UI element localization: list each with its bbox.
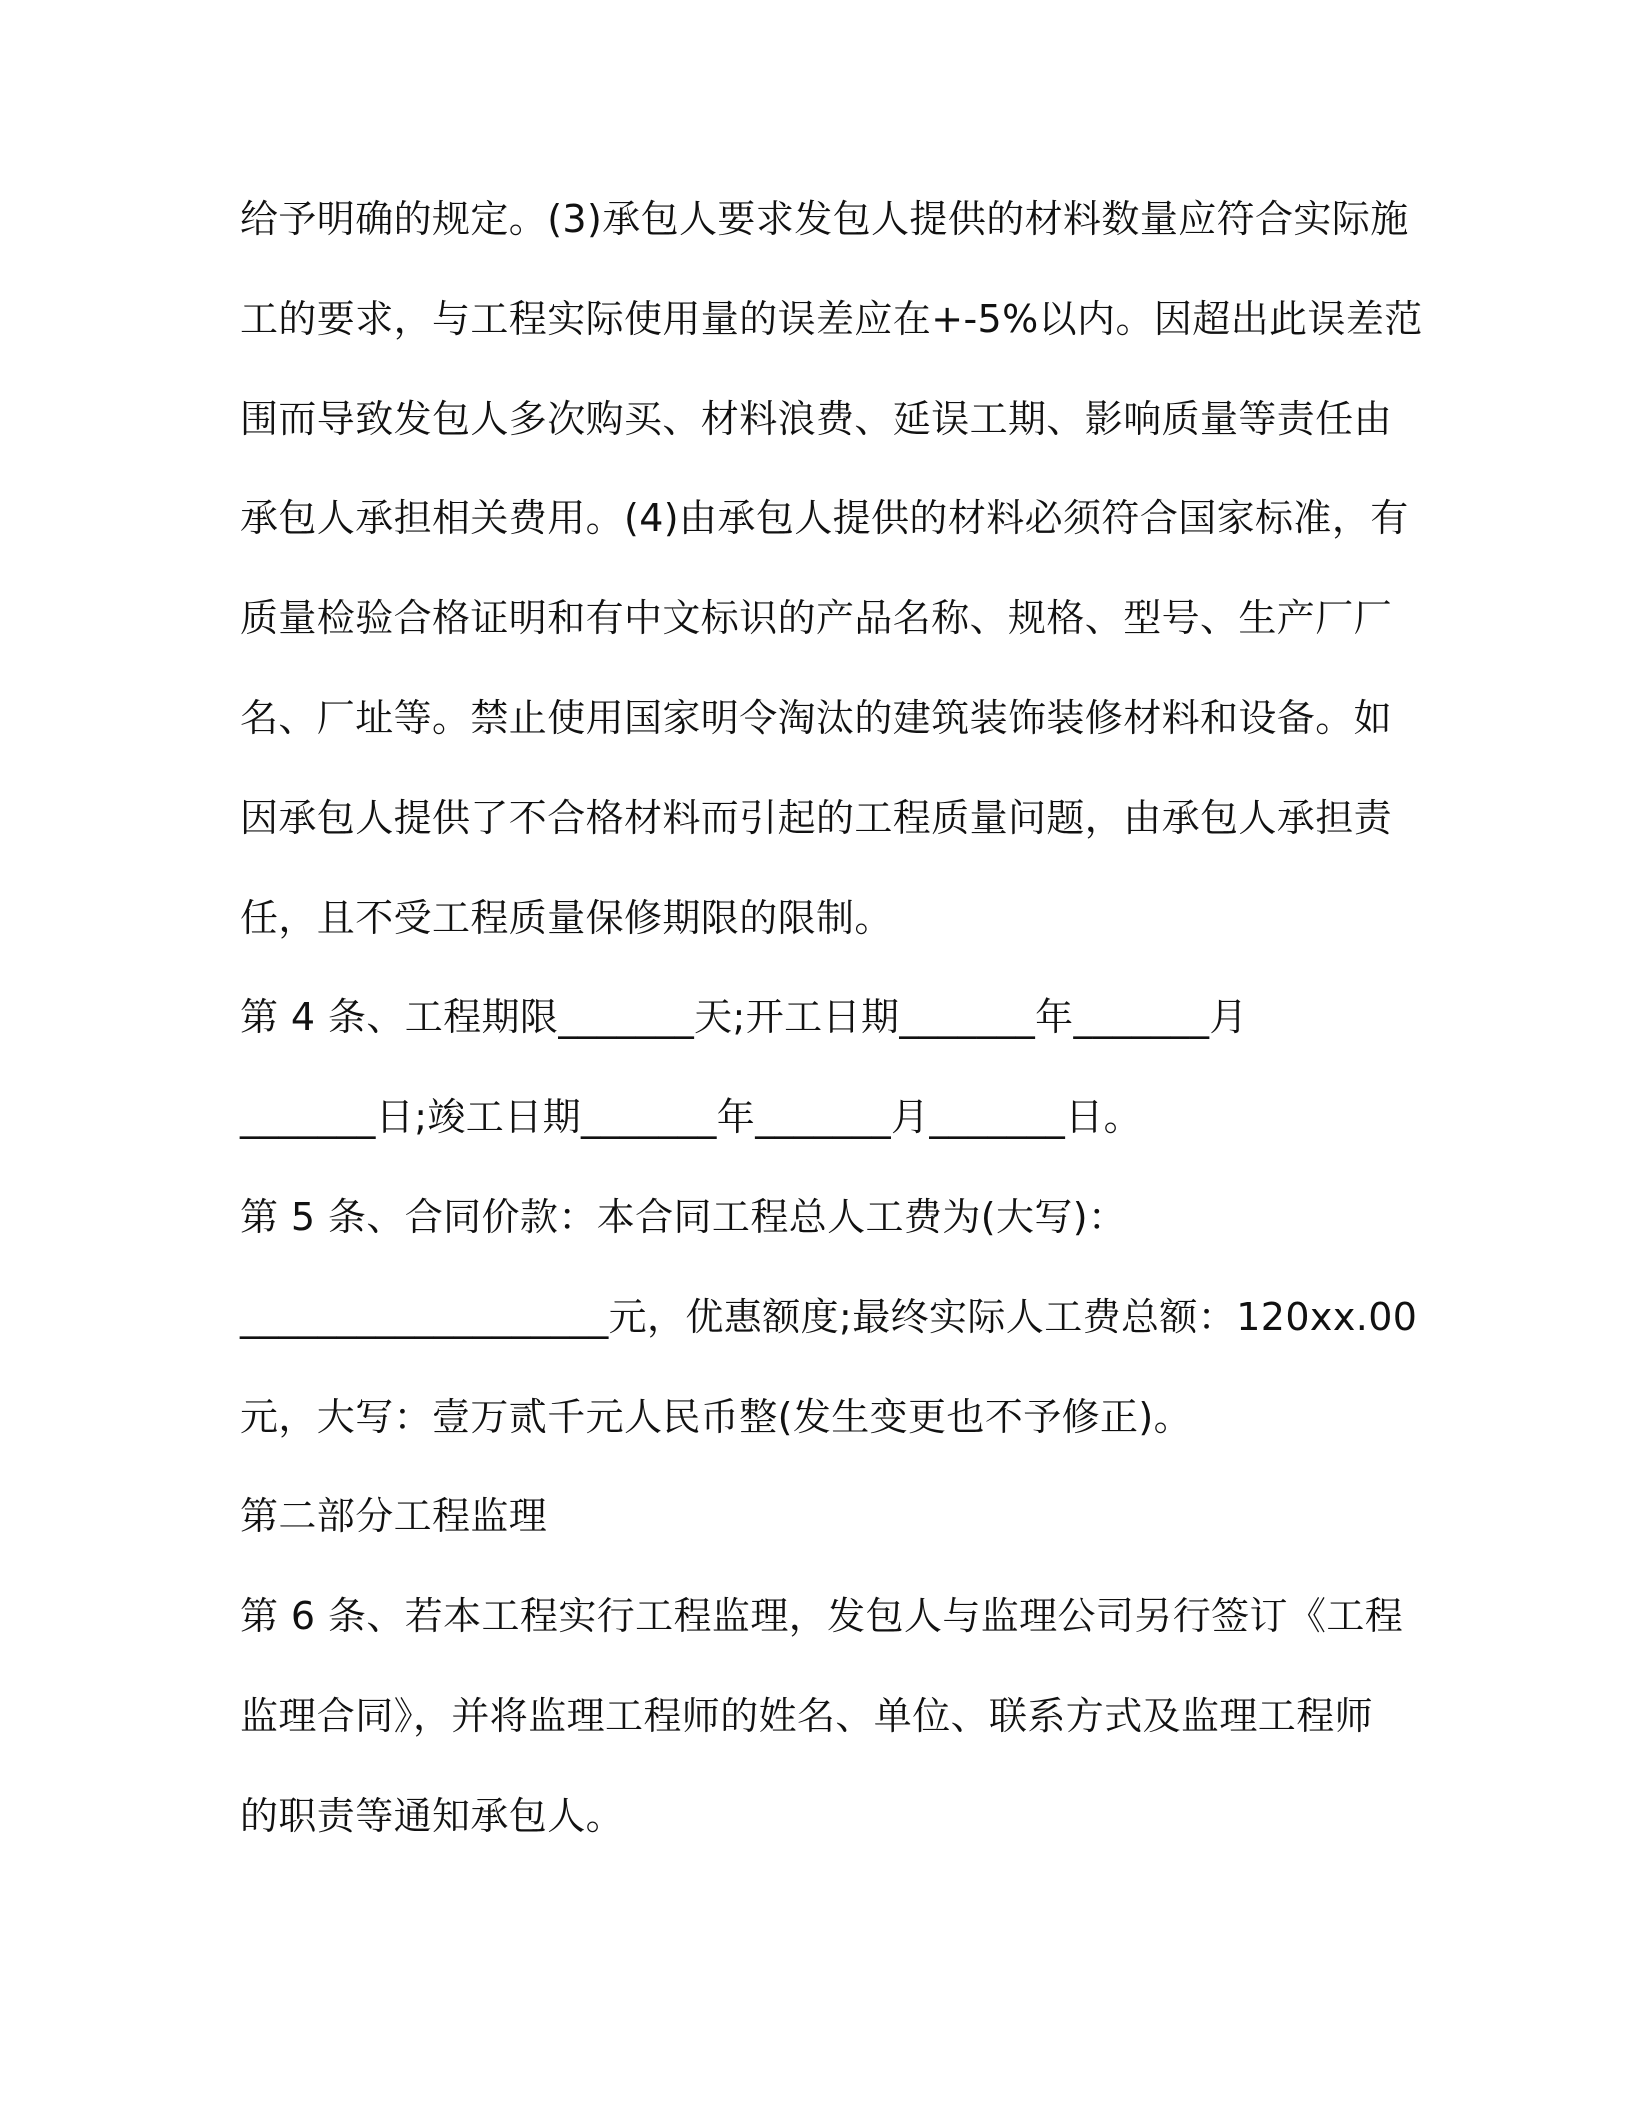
article-5-line-3: 元，大写：壹万贰千元人民币整(发生变更也不予修正)。 [240,1395,1193,1439]
article-6-line-1: 第 6 条、若本工程实行工程监理，发包人与监理公司另行签订《工程 [240,1594,1404,1638]
article-6-line-3: 的职责等通知承包人。 [240,1794,625,1838]
text-line-8: 任，且不受工程质量保修期限的限制。 [240,896,893,940]
text-line-5: 质量检验合格证明和有中文标识的产品名称、规格、型号、生产厂厂 [240,596,1393,640]
text-line-6: 名、厂址等。禁止使用国家明令淘汰的建筑装饰装修材料和设备。如 [240,696,1393,740]
article-5-line-1: 第 5 条、合同价款：本合同工程总人工费为(大写)： [240,1195,1127,1239]
article-4-line-2: _______日;竣工日期_______年_______月_______日。 [240,1095,1143,1139]
text-line-1: 给予明确的规定。(3)承包人要求发包人提供的材料数量应符合实际施 [240,197,1409,241]
section-heading: 第二部分工程监理 [240,1494,548,1538]
text-line-7: 因承包人提供了不合格材料而引起的工程质量问题，由承包人承担责 [240,796,1393,840]
text-line-2: 工的要求，与工程实际使用量的误差应在+-5%以内。因超出此误差范 [240,297,1423,341]
article-4-line-1: 第 4 条、工程期限_______天;开工日期_______年_______月 [240,995,1248,1039]
article-5-line-2: ___________________元，优惠额度;最终实际人工费总额：120xx.00 [240,1295,1418,1339]
article-6-line-2: 监理合同》，并将监理工程师的姓名、单位、联系方式及监理工程师 [240,1694,1374,1738]
text-line-3: 围而导致发包人多次购买、材料浪费、延误工期、影响质量等责任由 [240,397,1393,441]
text-line-4: 承包人承担相关费用。(4)由承包人提供的材料必须符合国家标准，有 [240,496,1409,540]
